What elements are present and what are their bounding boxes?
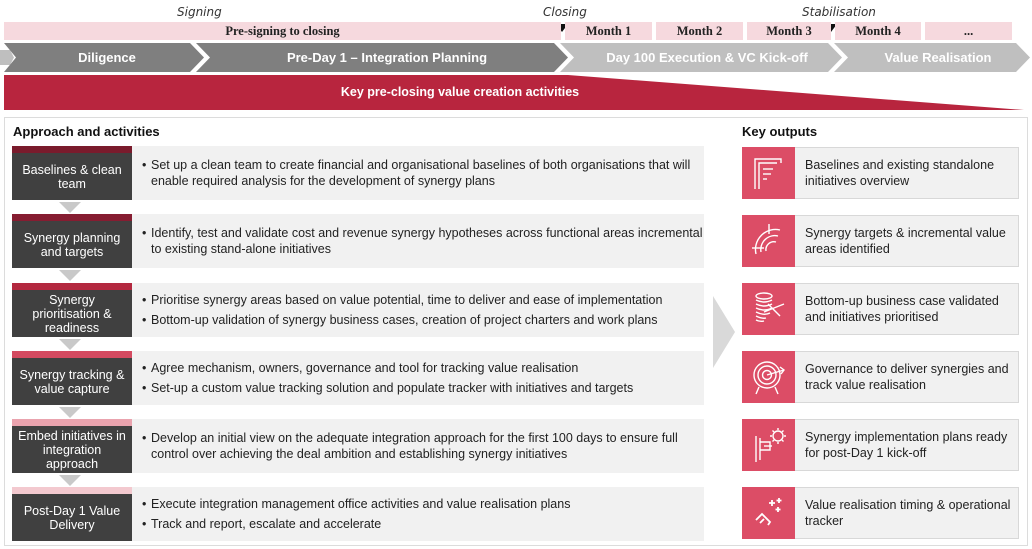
period-month-3: Month 3 (747, 22, 831, 40)
period-month-2: Month 2 (656, 22, 743, 40)
output-text: Bottom-up business case validated and initiatives prioritised (805, 294, 999, 324)
step-stripe (12, 351, 132, 358)
phase-diligence (4, 43, 204, 72)
period-pre-signing: Pre-signing to closing (4, 22, 561, 40)
bullet-item: • Agree mechanism, owners, governance and tool for tracking value realisation (142, 361, 579, 375)
milestone-stabilisation-label: Stabilisation (802, 5, 876, 19)
phase-day100-label: Day 100 Execution & VC Kick-off (606, 50, 808, 65)
output-item-baselines (742, 147, 1019, 199)
bullet-text: Identify, test and validate cost and revenue synergy hypotheses across functional areas incremental to existing stand-alone initiatives (151, 226, 703, 256)
phase-pre-day1 (196, 43, 568, 72)
sparkle-hand-icon (742, 487, 795, 539)
phase-pre-day1-label: Pre-Day 1 – Integration Planning (286, 50, 488, 65)
step-synergy-planning (12, 214, 704, 268)
bullet-item: • Identify, test and validate cost and revenue synergy hypotheses across functional areas incremental to existing stand-alone initiatives (142, 226, 703, 256)
step-connector-arrow-icon (59, 339, 81, 350)
step-stripe (12, 487, 132, 494)
output-item-business-case (742, 283, 1019, 335)
step-label-text: Baselines & clean team (22, 162, 122, 191)
bullet-text: Set-up a custom value tracking solution and populate tracker with initiatives and targets (151, 381, 634, 395)
bullet-text: Execute integration management office activities and value realisation plans (151, 497, 571, 511)
step-stripe (12, 214, 132, 221)
step-stripe (12, 419, 132, 426)
step-baselines (12, 146, 704, 200)
step-synergy-prioritisation (12, 283, 704, 337)
key-activities-banner-label: Key pre-closing value creation activities (340, 85, 580, 99)
step-synergy-tracking (12, 351, 704, 405)
outputs-title: Key outputs (742, 124, 818, 139)
step-label-text: Embed initiatives in integration approach (18, 428, 126, 471)
output-item-tracker (742, 487, 1019, 539)
output-text: Value realisation timing & operational tracker (805, 498, 1011, 528)
bullet-text: Develop an initial view on the adequate integration approach for the first 100 days to ensure full control over achieving the deal ambition and establishing synergy initiatives (151, 431, 678, 461)
step-connector-arrow-icon (59, 475, 81, 486)
step-label-box (12, 419, 132, 473)
bullet-item: • Develop an initial view on the adequate integration approach for the first 100 days to ensure full control over achieving the deal ambition and establishing synergy initiatives (142, 430, 704, 462)
step-label-box (12, 351, 132, 405)
bullet-item: • Set-up a custom value tracking solution and populate tracker with initiatives and targets (142, 381, 634, 395)
output-item-implementation-plans (742, 419, 1019, 471)
output-item-governance (742, 351, 1019, 403)
phase-value-realisation-label: Value Realisation (884, 50, 992, 65)
step-label-text: Post-Day 1 Value Delivery (23, 503, 121, 532)
output-text: Synergy implementation plans ready for post-Day 1 kick-off (805, 430, 1008, 460)
bullet-text: Set up a clean team to create financial and organisational baselines of both organisations that will enable required analysis for the development of synergy plans (151, 158, 691, 188)
step-label-box (12, 146, 132, 200)
step-stripe (12, 146, 132, 153)
output-text: Governance to deliver synergies and track value realisation (805, 362, 1009, 392)
step-label-text: Synergy planning and targets (23, 230, 121, 259)
bullet-item: • Prioritise synergy areas based on value potential, time to deliver and ease of implementation (142, 293, 663, 307)
bullet-item: • Execute integration management office activities and value realisation plans (142, 497, 571, 511)
step-label-box (12, 283, 132, 337)
step-connector-arrow-icon (59, 202, 81, 213)
flow-arrow-icon (713, 296, 735, 368)
bullet-text: Track and report, escalate and accelerate (151, 517, 382, 531)
output-text: Synergy targets & incremental value areas identified (805, 226, 1006, 256)
bullet-item: • Track and report, escalate and accelerate (142, 517, 382, 531)
period-month-4: Month 4 (835, 22, 921, 40)
period-more: ... (925, 22, 1012, 40)
step-embed-initiatives (12, 419, 704, 473)
bullet-text: Prioritise synergy areas based on value potential, time to deliver and ease of implementation (151, 293, 663, 307)
bullet-item: • Bottom-up validation of synergy business cases, creation of project charters and work plans (142, 313, 658, 327)
radar-target-icon (742, 215, 795, 267)
step-connector-arrow-icon (59, 270, 81, 281)
step-label-box (12, 487, 132, 541)
phase-value-realisation (834, 43, 1030, 72)
step-body (132, 214, 704, 268)
output-text: Baselines and existing standalone initiatives overview (805, 158, 995, 188)
step-label-text: Synergy tracking & value capture (19, 367, 125, 396)
approach-title: Approach and activities (13, 124, 160, 139)
step-body (132, 419, 704, 473)
step-body (132, 146, 704, 200)
output-item-synergy-targets (742, 215, 1019, 267)
step-label-text: Synergy prioritisation & readiness (32, 292, 112, 335)
phase-diligence-label: Diligence (78, 50, 136, 65)
step-body (132, 487, 704, 541)
document-lines-icon (742, 147, 795, 199)
bullet-text: Bottom-up validation of synergy business cases, creation of project charters and work plans (151, 313, 658, 327)
milestone-closing-label: Closing (543, 5, 587, 19)
coins-stack-icon (742, 283, 795, 335)
bullet-item: • Set up a clean team to create financial and organisational baselines of both organisations that will enable required analysis for the development of synergy plans (142, 157, 704, 189)
period-month-1: Month 1 (565, 22, 652, 40)
step-body (132, 283, 704, 337)
phase-day100 (560, 43, 842, 72)
step-connector-arrow-icon (59, 407, 81, 418)
step-body (132, 351, 704, 405)
gear-plan-icon (742, 419, 795, 471)
step-post-day1 (12, 487, 704, 541)
step-stripe (12, 283, 132, 290)
milestone-signing-label: Signing (177, 5, 222, 19)
bullseye-arrow-icon (742, 351, 795, 403)
bullet-text: Agree mechanism, owners, governance and tool for tracking value realisation (151, 361, 579, 375)
step-label-box (12, 214, 132, 268)
